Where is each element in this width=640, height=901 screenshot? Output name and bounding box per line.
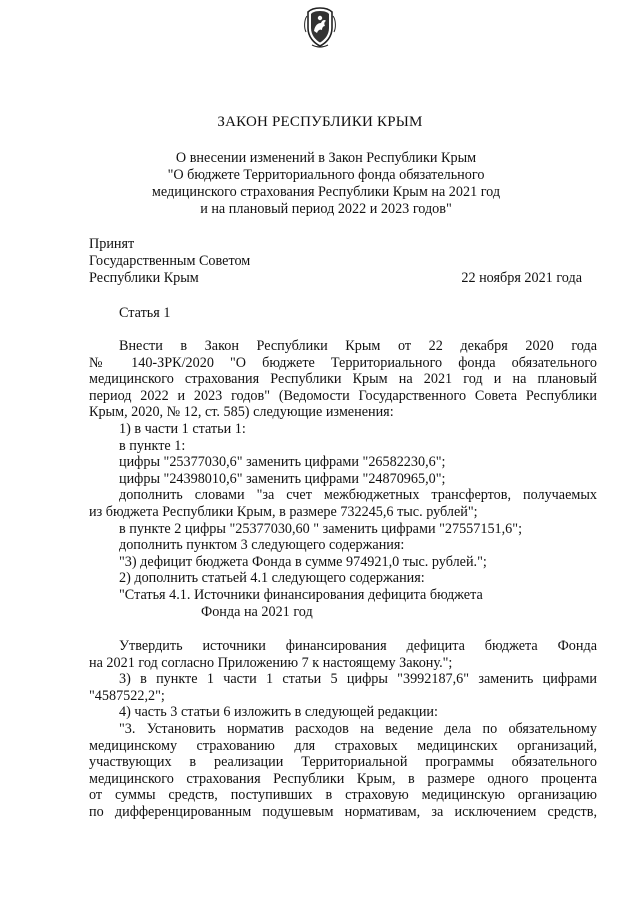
body-line: "4587522,2";	[89, 687, 165, 704]
subtitle-line: и на плановый период 2022 и 2023 годов"	[200, 201, 452, 217]
adopted-line: Республики Крым	[89, 270, 199, 286]
body-line: 3) в пункте 1 части 1 статьи 5 цифры "3992187,6" заменить цифрами	[119, 671, 597, 688]
body-line: "Статья 4.1. Источники финансирования дефицита бюджета	[119, 586, 483, 603]
body-line: медицинского страхования Республики Крым на 2021 год и на плановый	[89, 371, 597, 388]
body-line: 4) часть 3 статьи 6 изложить в следующей редакции:	[119, 704, 438, 721]
adopted-block	[89, 236, 250, 287]
body-line: цифры "24398010,6" заменить цифрами "24870965,0";	[119, 470, 446, 487]
law-title: ЗАКОН РЕСПУБЛИКИ КРЫМ	[217, 114, 423, 130]
subtitle-line: "О бюджете Территориального фонда обязательного	[167, 167, 485, 183]
body-line: дополнить словами "за счет межбюджетных трансфертов, получаемых	[119, 487, 597, 504]
crimea-coat-of-arms-icon	[303, 6, 337, 48]
body-line: цифры "25377030,6" заменить цифрами "26582230,6";	[119, 454, 446, 471]
body-line: "3. Установить норматив расходов на ведение дела по обязательному	[119, 721, 597, 738]
article-body	[89, 338, 597, 821]
subtitle-line: О внесении изменений в Закон Республики Крым	[175, 150, 477, 166]
body-line: от суммы средств, поступивших в страховую медицинскую организацию	[89, 787, 597, 804]
body-line: из бюджета Республики Крым, в размере 732245,6 тыс. рублей";	[89, 503, 478, 520]
body-line: 1) в части 1 статьи 1:	[119, 420, 246, 437]
body-line: Фонда на 2021 год	[201, 603, 313, 620]
body-line: период 2022 и 2023 годов" (Ведомости Государственного Совета Республики	[89, 387, 597, 404]
body-line: Утвердить источники финансирования дефицита бюджета Фонда	[119, 638, 597, 655]
law-subtitle	[140, 150, 512, 218]
adopted-line: Принят	[89, 236, 135, 252]
adopted-line: Государственным Советом	[89, 253, 251, 269]
body-gap	[89, 620, 597, 638]
body-line: Внести в Закон Республики Крым от 22 декабря 2020 года	[119, 338, 597, 354]
body-line: участвующих в реализации Территориальной программы обязательного	[89, 754, 597, 771]
adopted-date: 22 ноября 2021 года	[461, 270, 582, 286]
body-line: 2) дополнить статьей 4.1 следующего содержания:	[119, 570, 425, 587]
body-line: в пункте 1:	[119, 437, 186, 454]
body-line: № 140-ЗРК/2020 "О бюджете Территориального фонда обязательного	[89, 354, 597, 371]
body-line: "3) дефицит бюджета Фонда в сумме 974921,0 тыс. рублей.";	[119, 553, 487, 570]
body-line: медицинского страхования Республики Крым, в размере одного процента	[89, 770, 597, 787]
body-line: в пункте 2 цифры "25377030,60 " заменить цифрами "27557151,6";	[119, 520, 523, 537]
body-line: Крым, 2020, № 12, ст. 585) следующие изменения:	[89, 404, 394, 421]
body-line: на 2021 год согласно Приложению 7 к настоящему Закону.";	[89, 654, 453, 671]
body-line: по дифференцированным подушевым нормативам, за исключением средств,	[89, 804, 597, 821]
article-title: Статья 1	[119, 305, 171, 321]
subtitle-line: медицинского страхования Республики Крым на 2021 год	[151, 184, 501, 200]
body-line: медицинскому страхованию для страховых медицинских организаций,	[89, 737, 597, 754]
body-line: дополнить пунктом 3 следующего содержания:	[119, 537, 405, 554]
